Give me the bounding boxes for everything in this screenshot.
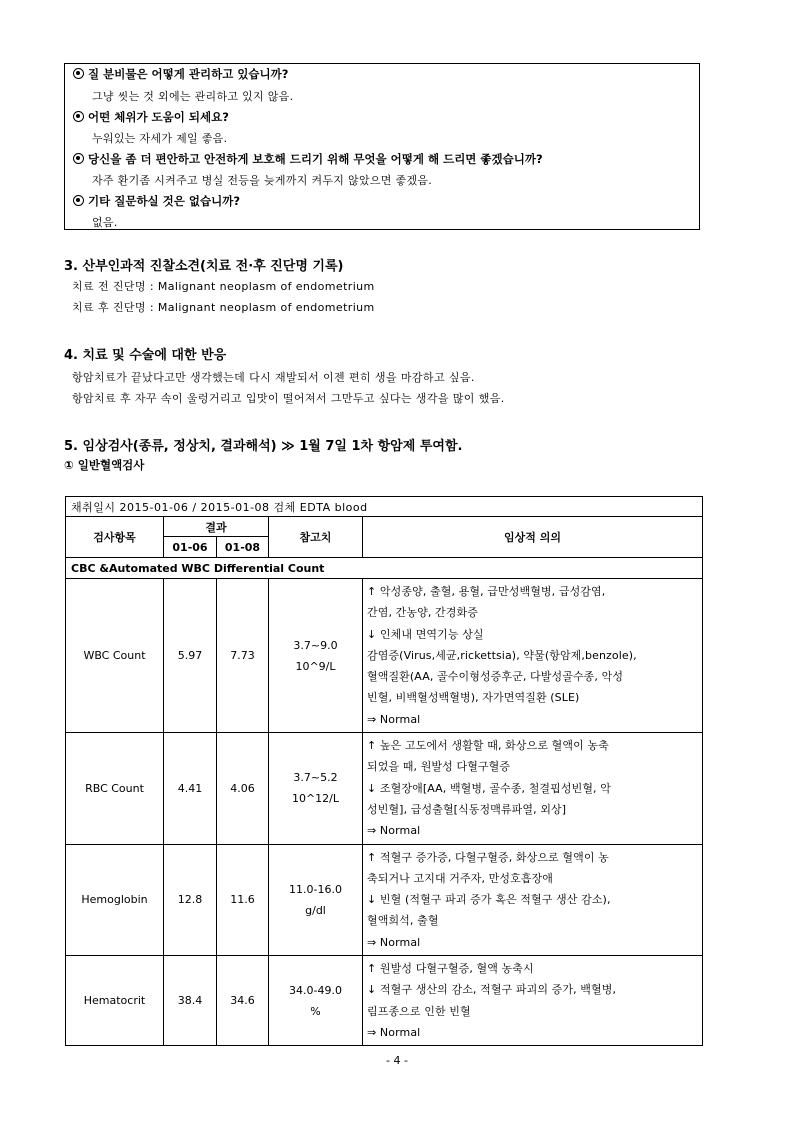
bullet-icon [73, 153, 84, 164]
meaning: ↑ 적혈구 증가증, 다혈구혈증, 화상으로 혈액이 농 축되거나 고지대 거주자, 만성호흡장애 ↓ 빈혈 (적혈구 파괴 증가 혹은 적혈구 생산 감소), 혈액희석, 출혈 ⇒ Normal [363, 844, 703, 955]
answer-4: 없음. [92, 216, 118, 229]
item-name: RBC Count [66, 733, 164, 844]
table-row [66, 844, 703, 955]
header-meaning: 임상적 의의 [363, 517, 703, 558]
question-2: 어떤 체위가 도움이 되세요? [73, 109, 229, 125]
answer-2: 누워있는 자세가 제일 좋음. [92, 132, 228, 145]
item-name: Hemoglobin [66, 844, 164, 955]
section3-heading: 3. 산부인과적 진찰소견(치료 전·후 진단명 기록) [64, 259, 344, 274]
value-1: 5.97 [164, 579, 217, 733]
meaning: ↑ 원발성 다혈구혈증, 혈액 농축시 ↓ 적혈구 생산의 감소, 적혈구 파괴의 증가, 백혈병, 림프종으로 인한 빈혈 ⇒ Normal [363, 956, 703, 1046]
qa-box [64, 63, 700, 230]
header-result: 결과 [164, 517, 269, 537]
answer-3: 자주 환기좀 시켜주고 병실 전등을 늦게까지 켜두지 않았으면 좋겠음. [92, 174, 433, 187]
section4-heading: 4. 치료 및 수술에 대한 반응 [64, 348, 227, 363]
question-1: 질 분비물은 어떻게 관리하고 있습니까? [73, 66, 288, 82]
table-info-row [66, 497, 703, 517]
table-info: 채취일시 2015-01-06 / 2015-01-08 검체 EDTA blood [66, 497, 703, 517]
section3-line-2: 치료 후 진단명 : Malignant neoplasm of endometrium [72, 301, 375, 314]
reference: 11.0-16.0 g/dl [269, 844, 363, 955]
value-2: 11.6 [217, 844, 269, 955]
reference: 3.7~9.0 10^9/L [269, 579, 363, 733]
value-2: 34.6 [217, 956, 269, 1046]
table-group: CBC &Automated WBC Differential Count [66, 558, 703, 579]
value-1: 4.41 [164, 733, 217, 844]
header-ref: 참고치 [269, 517, 363, 558]
reference: 3.7~5.2 10^12/L [269, 733, 363, 844]
bullet-icon [73, 195, 84, 206]
meaning: ↑ 악성종양, 출혈, 용혈, 급만성백혈병, 급성감염, 간염, 간농양, 간경화증 ↓ 인체내 면역기능 상실 감염증(Virus,세균,rickettsia), 약물(항암제,benzole), 혈액질환(AA, 골수이형성증후군, 다발성골수종, 악성 빈혈, 비백혈성백혈병), 자가면역질환 (SLE) ⇒ Normal [363, 579, 703, 733]
section4-line-2: 항암치료 후 자꾸 속이 울렁거리고 입맛이 떨어져서 그만두고 싶다는 생각을 많이 했음. [72, 392, 505, 405]
question-4: 기타 질문하실 것은 없습니까? [73, 193, 240, 209]
section5-heading: 5. 임상검사(종류, 정상치, 결과해석) ≫ 1월 7일 1차 항암제 투여함. [64, 439, 463, 454]
meaning: ↑ 높은 고도에서 생활할 때, 화상으로 혈액이 농축 되었을 때, 원발성 다혈구혈증 ↓ 조혈장애[AA, 백혈병, 골수종, 철결핍성빈혈, 악 성빈혈], 급성출혈[식동정맥류파열, 외상] ⇒ Normal [363, 733, 703, 844]
value-2: 4.06 [217, 733, 269, 844]
header-date-1: 01-06 [164, 537, 217, 558]
header-date-2: 01-08 [217, 537, 269, 558]
value-1: 12.8 [164, 844, 217, 955]
section3-line-1: 치료 전 진단명 : Malignant neoplasm of endometrium [72, 280, 375, 293]
table-row [66, 733, 703, 844]
bullet-icon [73, 111, 84, 122]
table-header-row [66, 517, 703, 537]
value-2: 7.73 [217, 579, 269, 733]
table-row [66, 579, 703, 733]
section4-line-1: 항암치료가 끝났다고만 생각했는데 다시 재발되서 이젠 편히 생을 마감하고 싶음. [72, 371, 475, 384]
table-row [66, 956, 703, 1046]
question-3: 당신을 좀 더 편안하고 안전하게 보호해 드리기 위해 무엇을 어떻게 해 드리면 좋겠습니까? [73, 151, 543, 167]
header-item: 검사항목 [66, 517, 164, 558]
lab-table [65, 496, 703, 1046]
page-number: - 4 - [386, 1054, 408, 1067]
table-group-row [66, 558, 703, 579]
section5-sub: ① 일반혈액검사 [64, 458, 145, 472]
value-1: 38.4 [164, 956, 217, 1046]
item-name: WBC Count [66, 579, 164, 733]
answer-1: 그냥 씻는 것 외에는 관리하고 있지 않음. [92, 90, 294, 103]
reference: 34.0-49.0 % [269, 956, 363, 1046]
bullet-icon [73, 68, 84, 79]
item-name: Hematocrit [66, 956, 164, 1046]
